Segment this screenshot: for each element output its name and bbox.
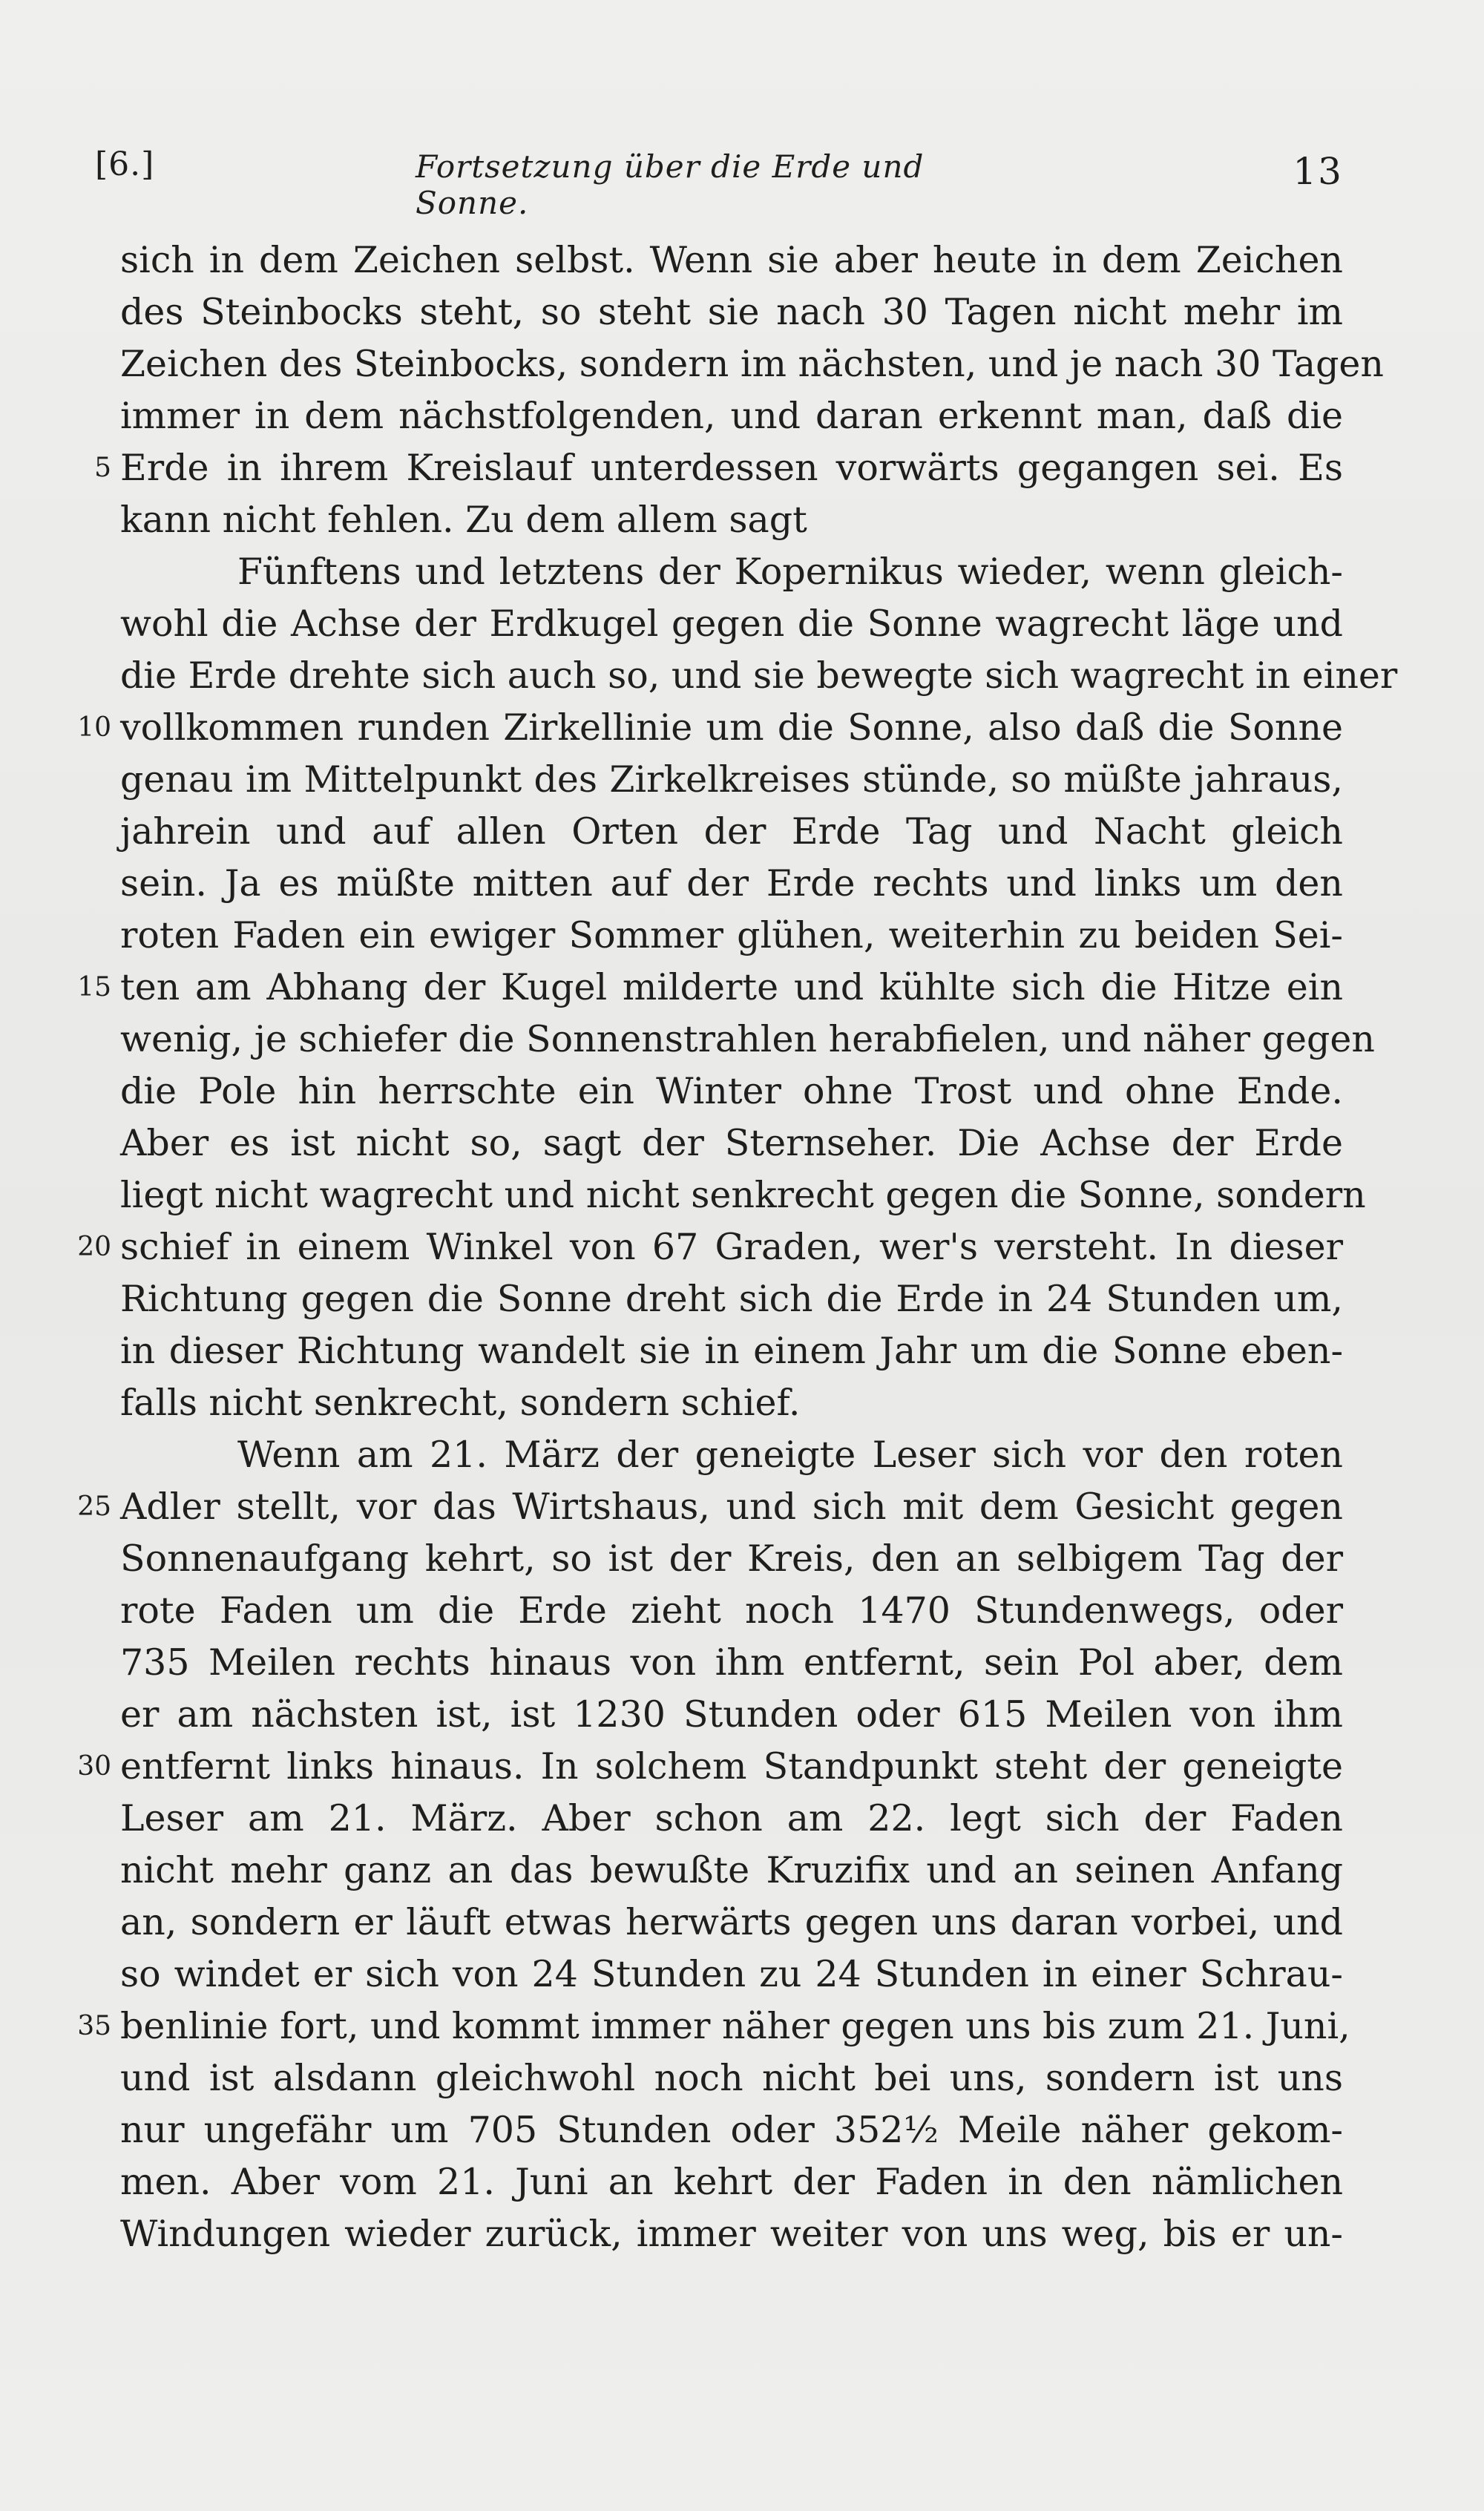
text-line: die Erde drehte sich auch so, und sie bewegte sich wagrecht in einer xyxy=(120,654,1398,697)
text-line: sich in dem Zeichen selbst. Wenn sie aber heute in dem Zeichen xyxy=(120,239,1343,281)
text-line: entfernt links hinaus. In solchem Standpunkt steht der geneigte xyxy=(120,1745,1343,1788)
text-line: 735 Meilen rechts hinaus von ihm entfernt, sein Pol aber, dem xyxy=(120,1641,1343,1684)
text-line: ten am Abhang der Kugel milderte und kühlte sich die Hitze ein xyxy=(120,966,1343,1008)
text-line: immer in dem nächstfolgenden, und daran erkennt man, daß die xyxy=(120,395,1343,437)
line-number: 15 xyxy=(77,972,111,1002)
text-line: liegt nicht wagrecht und nicht senkrecht gegen die Sonne, sondern xyxy=(120,1174,1366,1216)
text-line: nicht mehr ganz an das bewußte Kruzifix und an seinen Anfang xyxy=(120,1849,1343,1891)
text-line: Fünftens und letztens der Kopernikus wieder, wenn gleich- xyxy=(237,551,1343,593)
text-line: sein. Ja es müßte mitten auf der Erde rechts und links um den xyxy=(120,862,1343,905)
text-line: und ist alsdann gleichwohl noch nicht bei uns, sondern ist uns xyxy=(120,2057,1343,2099)
text-line: so windet er sich von 24 Stunden zu 24 Stunden in einer Schrau- xyxy=(120,1953,1343,1995)
line-number: 35 xyxy=(77,2011,111,2041)
text-line: in dieser Richtung wandelt sie in einem Jahr um die Sonne eben- xyxy=(120,1330,1343,1372)
text-line: Windungen wieder zurück, immer weiter von uns weg, bis er un- xyxy=(120,2213,1343,2255)
text-line: Leser am 21. März. Aber schon am 22. legt sich der Faden xyxy=(120,1797,1343,1839)
text-line: Richtung gegen die Sonne dreht sich die Erde in 24 Stunden um, xyxy=(120,1278,1343,1320)
text-line: falls nicht senkrecht, sondern schief. xyxy=(120,1382,801,1424)
text-line: an, sondern er läuft etwas herwärts gegen uns daran vorbei, und xyxy=(120,1901,1343,1943)
text-line: er am nächsten ist, ist 1230 Stunden oder 615 Meilen von ihm xyxy=(120,1693,1343,1736)
text-line: roten Faden ein ewiger Sommer glühen, weiterhin zu beiden Sei- xyxy=(120,914,1343,956)
text-line: Zeichen des Steinbocks, sondern im nächsten, und je nach 30 Tagen xyxy=(120,343,1384,385)
text-line: Erde in ihrem Kreislauf unterdessen vorwärts gegangen sei. Es xyxy=(120,447,1343,489)
line-number: 20 xyxy=(77,1232,111,1262)
text-line: benlinie fort, und kommt immer näher gegen uns bis zum 21. Juni, xyxy=(120,2005,1350,2047)
text-line: die Pole hin herrschte ein Winter ohne Trost und ohne Ende. xyxy=(120,1070,1343,1112)
running-title: Fortsetzung über die Erde und Sonne. xyxy=(416,148,925,221)
page-number: 13 xyxy=(1293,150,1343,193)
line-number: 30 xyxy=(77,1751,111,1782)
text-line: schief in einem Winkel von 67 Graden, wer's versteht. In dieser xyxy=(120,1226,1343,1268)
text-line: wohl die Achse der Erdkugel gegen die Sonne wagrecht läge und xyxy=(120,603,1343,645)
text-line: vollkommen runden Zirkellinie um die Sonne, also daß die Sonne xyxy=(120,706,1343,749)
text-line: kann nicht fehlen. Zu dem allem sagt xyxy=(120,499,807,541)
text-line: nur ungefähr um 705 Stunden oder 352½ Meile näher gekom- xyxy=(120,2109,1343,2151)
text-line: rote Faden um die Erde zieht noch 1470 Stundenwegs, oder xyxy=(120,1589,1343,1632)
line-number: 10 xyxy=(77,712,111,743)
line-number: 25 xyxy=(77,1491,111,1522)
text-line: des Steinbocks steht, so steht sie nach 30 Tagen nicht mehr im xyxy=(120,291,1343,333)
text-line: genau im Mittelpunkt des Zirkelkreises stünde, so müßte jahraus, xyxy=(120,758,1343,801)
text-line: Wenn am 21. März der geneigte Leser sich vor den roten xyxy=(237,1434,1343,1476)
line-number: 5 xyxy=(94,453,111,483)
signature-mark: [6.] xyxy=(95,145,155,183)
text-line: Sonnenaufgang kehrt, so ist der Kreis, den an selbigem Tag der xyxy=(120,1537,1343,1580)
text-line: Aber es ist nicht so, sagt der Sternseher. Die Achse der Erde xyxy=(120,1122,1343,1164)
text-line: men. Aber vom 21. Juni an kehrt der Faden in den nämlichen xyxy=(120,2161,1343,2203)
text-line: jahrein und auf allen Orten der Erde Tag und Nacht gleich xyxy=(120,810,1343,853)
text-line: wenig, je schiefer die Sonnenstrahlen herabfielen, und näher gegen xyxy=(120,1018,1375,1060)
page-header xyxy=(0,145,1484,221)
text-line: Adler stellt, vor das Wirtshaus, und sich mit dem Gesicht gegen xyxy=(120,1486,1343,1528)
